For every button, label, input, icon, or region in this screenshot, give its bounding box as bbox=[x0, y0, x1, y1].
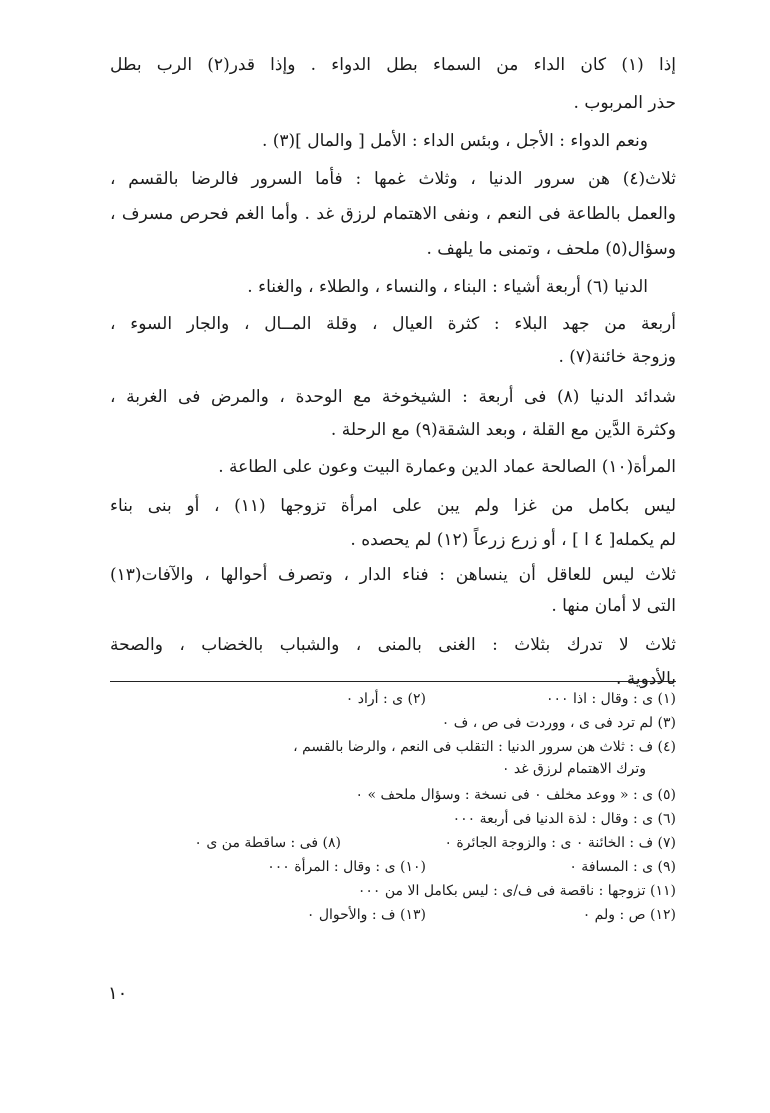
text-line: بالأدوية . bbox=[615, 669, 676, 689]
text-line: ثلاث ليس للعاقل أن ينساهن : فناء الدار ، وتصرف أحوالها ، والآفات(١٣) bbox=[110, 565, 676, 585]
footnote-8: (٨) فى : ساقطة من ى ٠ bbox=[194, 835, 341, 851]
footnote-9: (٩) ى : المسافة ٠ bbox=[569, 859, 676, 875]
text-line: لم يكمله[ ٤ ا ] ، أو زرع زرعاً (١٢) لم يحصده . bbox=[350, 530, 676, 550]
text-line: إذا (١) كان الداء من السماء بطل الدواء . وإذا قدر(٢) الرب بطل bbox=[110, 55, 676, 75]
page-number: ١٠ bbox=[108, 983, 128, 1004]
text-line: الدنيا (٦) أربعة أشياء : البناء ، والنساء ، والطلاء ، والغناء . bbox=[247, 277, 648, 297]
footnote-12: (١٢) ص : ولم ٠ bbox=[582, 907, 676, 923]
text-line: وسؤال(٥) ملحف ، وتمنى ما يلهف . bbox=[426, 239, 676, 259]
text-line: أربعة من جهد البلاء : كثرة العيال ، وقلة المــال ، والجار السوء ، bbox=[110, 314, 676, 334]
text-line: التى لا أمان منها . bbox=[551, 596, 676, 616]
footnote-11: (١١) تزوجها : ناقصة فى ف/ى : ليس بكامل الا من ٠٠٠ bbox=[357, 883, 676, 899]
footnote-10: (١٠) ى : وقال : المرأة ٠٠٠ bbox=[267, 859, 426, 875]
footnote-1: (١) ى : وقال : اذا ٠٠٠ bbox=[545, 691, 676, 707]
text-line: ثلاث(٤) هن سرور الدنيا ، وثلاث غمها : فأما السرور فالرضا بالقسم ، bbox=[110, 169, 676, 189]
footnote-2: (٢) ى : أراد ٠ bbox=[345, 691, 426, 707]
footnote-divider bbox=[110, 681, 676, 682]
text-line: ونعم الدواء : الأجل ، وبئس الداء : الأمل [ والمال ](٣) . bbox=[261, 131, 648, 151]
footnote-3: (٣) لم ترد فى ى ، ووردت فى ص ، ف ٠ bbox=[441, 715, 676, 731]
text-line: ثلاث لا تدرك بثلاث : الغنى بالمنى ، والشباب بالخضاب ، والصحة bbox=[110, 635, 676, 655]
text-line: والعمل بالطاعة فى النعم ، ونفى الاهتمام لرزق غد . وأما الغم فحرص مسرف ، bbox=[110, 204, 676, 224]
text-line: المرأة(١٠) الصالحة عماد الدين وعمارة البيت وعون على الطاعة . bbox=[218, 457, 676, 477]
text-line: وكثرة الدَّين مع القلة ، وبعد الشقة(٩) مع الرحلة . bbox=[330, 420, 676, 440]
footnote-4: (٤) ف : ثلاث هن سرور الدنيا : التقلب فى النعم ، والرضا بالقسم ، bbox=[293, 739, 676, 755]
footnote-5: (٥) ى : « ووعد مخلف ٠ فى نسخة : وسؤال ملحف » ٠ bbox=[355, 787, 676, 803]
text-line: شدائد الدنيا (٨) فى أربعة : الشيخوخة مع الوحدة ، والمرض فى الغربة ، bbox=[110, 387, 677, 407]
footnote-7: (٧) ف : الخائنة ٠ ى : والزوجة الجائرة ٠ bbox=[444, 835, 676, 851]
footnote-6: (٦) ى : وقال : لذة الدنيا فى أربعة ٠٠٠ bbox=[452, 811, 676, 827]
text-line: وزوجة خائنة(٧) . bbox=[558, 347, 676, 367]
text-line: ليس بكامل من غزا ولم يبن على امرأة تزوجها (١١) ، أو بنى بناء bbox=[110, 496, 676, 516]
footnote-13: (١٣) ف : والأحوال ٠ bbox=[306, 907, 426, 923]
footnote-4-continued: وترك الاهتمام لرزق غد ٠ bbox=[501, 761, 646, 777]
text-line: حذر المربوب . bbox=[573, 93, 676, 113]
